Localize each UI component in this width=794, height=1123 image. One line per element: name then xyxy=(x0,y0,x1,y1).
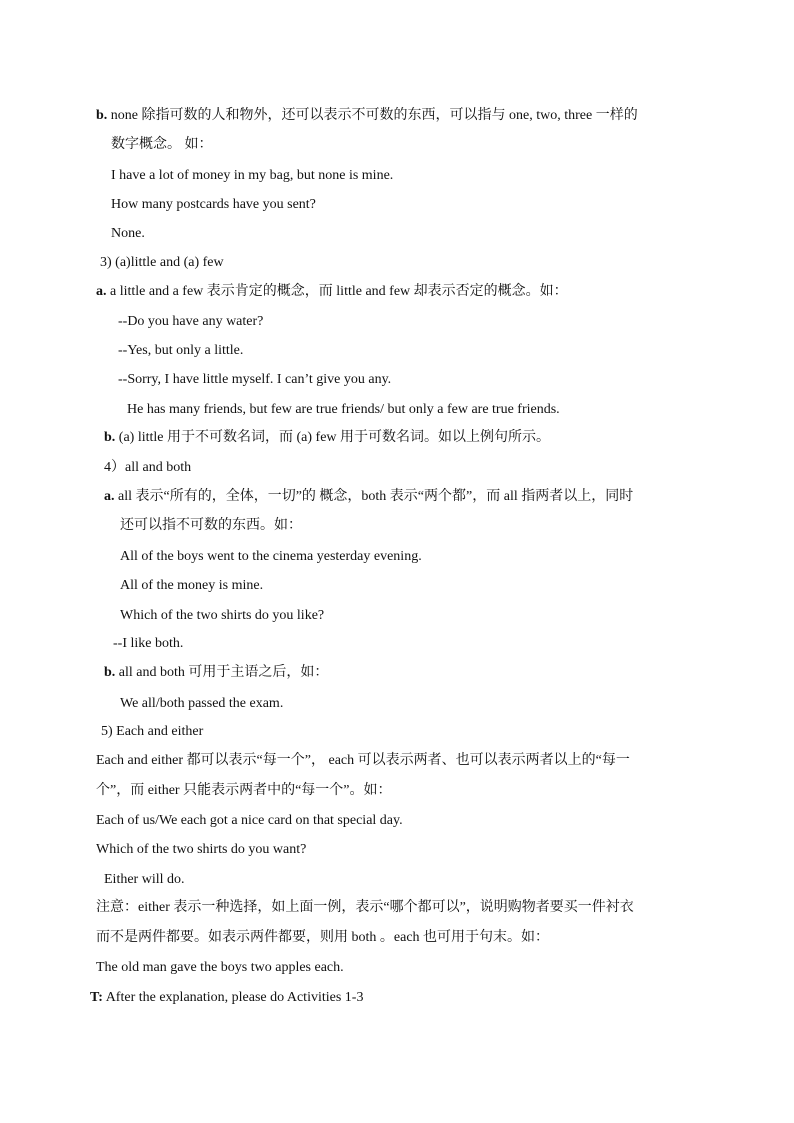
line-text: --I like both. xyxy=(113,636,184,651)
line-text: All of the money is mine. xyxy=(120,578,264,593)
line-text: all 表示“所有的，全体，一切”的 概念，both 表示“两个都”，而 all 指两者以上，同时 xyxy=(114,489,634,504)
line-6 xyxy=(100,253,224,273)
line-text: all and both 可用于主语之后，如： xyxy=(115,665,329,680)
line-27 xyxy=(104,870,185,890)
line-28 xyxy=(96,898,634,918)
line-text: How many postcards have you sent? xyxy=(111,197,316,212)
line-18 xyxy=(120,606,324,626)
line-text: 4）all and both xyxy=(104,460,192,475)
list-marker: b. xyxy=(104,665,116,680)
line-text: (a) little 用于不可数名词，而 (a) few 用于可数名词。如以上例句所示。 xyxy=(115,430,551,445)
line-2 xyxy=(111,135,213,155)
line-15 xyxy=(120,516,302,536)
line-text: I have a lot of money in my bag, but none is mine. xyxy=(111,168,394,183)
line-14 xyxy=(104,487,633,507)
line-16 xyxy=(120,547,422,567)
line-20 xyxy=(104,663,328,683)
line-17 xyxy=(120,576,263,596)
line-text: Either will do. xyxy=(104,872,185,887)
line-text: Each and either 都可以表示“每一个”， each 可以表示两者、也可以表示两者以上的“每一 xyxy=(96,753,630,768)
line-24 xyxy=(96,781,392,801)
line-text: We all/both passed the exam. xyxy=(120,696,284,711)
line-text: All of the boys went to the cinema yesterday evening. xyxy=(120,549,422,564)
line-text: 数字概念。 如： xyxy=(111,137,213,152)
line-text: 还可以指不可数的东西。如： xyxy=(120,518,302,533)
line-text: none 除指可数的人和物外，还可以表示不可数的东西，可以指与 one, two, three 一样的 xyxy=(107,108,638,123)
list-marker: T: xyxy=(90,990,103,1005)
line-3 xyxy=(111,166,393,186)
line-7 xyxy=(96,282,568,302)
line-text: --Sorry, I have little myself. I can’t give you any. xyxy=(118,372,392,387)
line-text: a little and a few 表示肯定的概念，而 little and few 却表示否定的概念。如： xyxy=(106,284,568,299)
line-30 xyxy=(96,958,344,978)
line-text: Which of the two shirts do you like? xyxy=(120,608,325,623)
line-text: --Yes, but only a little. xyxy=(118,343,244,358)
line-26 xyxy=(96,840,306,860)
line-11 xyxy=(127,400,560,420)
line-text: None. xyxy=(111,226,145,241)
list-marker: a. xyxy=(96,284,107,299)
line-29 xyxy=(96,928,549,948)
line-9 xyxy=(118,341,243,361)
line-5 xyxy=(111,224,145,244)
line-10 xyxy=(118,370,391,390)
line-19 xyxy=(113,634,183,654)
line-13 xyxy=(104,458,191,478)
line-text: The old man gave the boys two apples each. xyxy=(96,960,344,975)
line-text: --Do you have any water? xyxy=(118,314,264,329)
list-marker: b. xyxy=(104,430,116,445)
line-text: 5) Each and either xyxy=(101,724,204,739)
line-25 xyxy=(96,811,403,831)
line-4 xyxy=(111,195,316,215)
list-marker: a. xyxy=(104,489,115,504)
line-12 xyxy=(104,428,550,448)
line-31 xyxy=(90,988,363,1008)
list-marker: b. xyxy=(96,108,108,123)
line-21 xyxy=(120,694,283,714)
line-8 xyxy=(118,312,263,332)
line-22 xyxy=(101,722,203,742)
line-text: 3) (a)little and (a) few xyxy=(100,255,224,270)
line-text: 注意：either 表示一种选择，如上面一例，表示“哪个都可以”，说明购物者要买一件衬衣 xyxy=(96,900,634,915)
line-text: Each of us/We each got a nice card on that special day. xyxy=(96,813,403,828)
line-text: Which of the two shirts do you want? xyxy=(96,842,307,857)
line-text: 个”，而 either 只能表示两者中的“每一个”。如： xyxy=(96,783,392,798)
line-text: He has many friends, but few are true friends/ but only a few are true friends. xyxy=(127,402,560,417)
line-text: After the explanation, please do Activities 1-3 xyxy=(102,990,364,1005)
line-23 xyxy=(96,751,630,771)
line-text: 而不是两件都要。如表示两件都要，则用 both 。each 也可用于句末。如： xyxy=(96,930,550,945)
line-1 xyxy=(96,106,638,126)
